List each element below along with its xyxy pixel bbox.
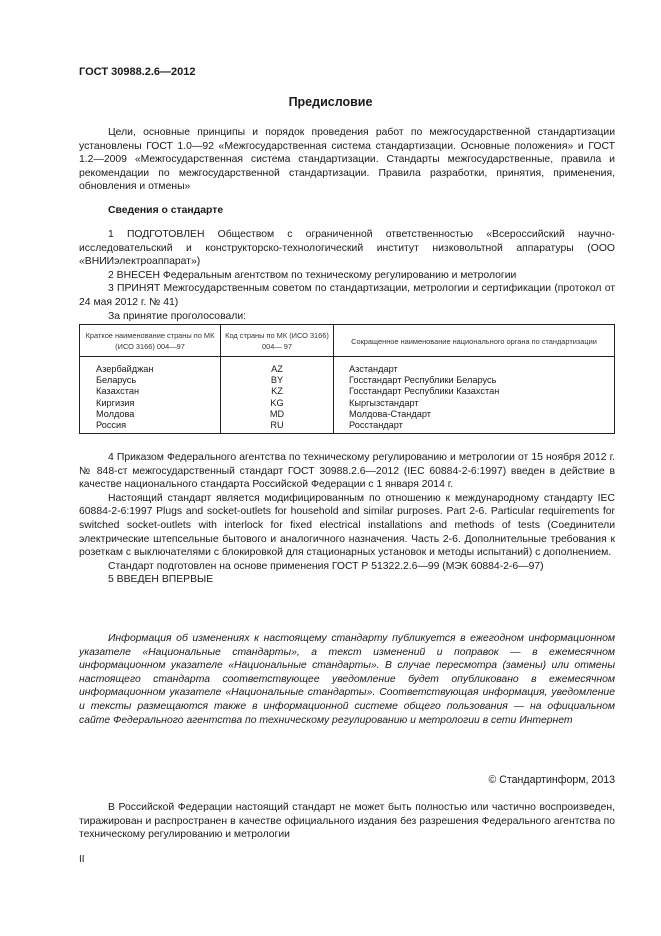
standards-body: Азстандарт (334, 357, 615, 376)
table-row (80, 398, 615, 409)
table-row (80, 375, 615, 386)
country-name: Киргизия (80, 398, 221, 409)
country-code: BY (221, 375, 334, 386)
standard-info-block (79, 228, 615, 323)
country-code: KG (221, 398, 334, 409)
basis-note: Стандарт подготовлен на основе применения ГОСТ Р 51322.2.6—99 (МЭК 60884-2-6—97) (108, 560, 544, 572)
item-1: 1 ПОДГОТОВЛЕН Обществом с ограниченной ответственностью «Всероссийский научно-исследовательский и конструкторско-технологический институт низковольтной аппаратуры (ООО «ВНИИэлектроаппарат») (79, 229, 615, 268)
country-name: Азербайджан (80, 357, 221, 376)
table-row (80, 386, 615, 397)
table-header-body: Сокращенное наименование национального органа по стандартизации (334, 325, 615, 357)
country-name: Казахстан (80, 386, 221, 397)
item-4: 4 Приказом Федерального агентства по техническому регулированию и метрологии от 15 ноября 2012 г. № 848-ст межгосударственный стандарт ГОСТ 30988.2.6—2012 (IEC 60884-2-6:1997) введен в действие в качестве национального стандарта Российской Федерации с 1 января 2014 г. (79, 452, 615, 491)
intro-paragraph: Цели, основные принципы и порядок проведения работ по межгосударственной стандартизации установлены ГОСТ 1.0—92 «Межгосударственная система стандартизации. Основные положения» и ГОСТ 1.2—2009 «Межгосударственная система стандартизации. Стандарты межгосударственные, правила и рекомендации по межгосударственной стандартизации. Правила разработки, принятия, применения, обновления и отмены» (79, 127, 615, 193)
standards-body: Росстандарт (334, 420, 615, 434)
country-code: MD (221, 409, 334, 420)
country-name: Беларусь (80, 375, 221, 386)
standards-body: Кыргызстандарт (334, 398, 615, 409)
item-3: 3 ПРИНЯТ Межгосударственным советом по стандартизации, метрологии и сертификации (протокол от 24 мая 2012 г. № 41) (79, 283, 615, 308)
table-row (80, 409, 615, 420)
document-header: ГОСТ 30988.2.6—2012 (79, 66, 196, 78)
item-5: 5 ВВЕДЕН ВПЕРВЫЕ (108, 574, 214, 586)
country-code: AZ (221, 357, 334, 376)
table-row (80, 357, 615, 376)
page-title: Предисловие (288, 95, 373, 109)
legal-note: В Российской Федерации настоящий стандарт не может быть полностью или частично воспроизведен, тиражирован и распространен в качестве официального издания без разрешения Федерального агентства по техническому регулированию и метрологии (79, 802, 615, 841)
item-2: 2 ВНЕСЕН Федеральным агентством по техническому регулированию и метрологии (108, 269, 517, 281)
standards-body: Молдова-Стандарт (334, 409, 615, 420)
standards-body: Госстандарт Республики Беларусь (334, 375, 615, 386)
voting-countries-table (79, 324, 615, 434)
table-header-row (80, 325, 615, 357)
table-header-country: Краткое наименование страны по МК (ИСО 3166) 004—97 (80, 325, 221, 357)
table-header-code: Код страны по МК (ИСО 3166) 004— 97 (221, 325, 334, 357)
page-number: II (79, 854, 85, 865)
adoption-block (79, 451, 615, 587)
country-name: Россия (80, 420, 221, 434)
section-heading: Сведения о стандарте (108, 205, 224, 216)
section-heading-block (79, 204, 615, 218)
country-code: RU (221, 420, 334, 434)
table-row (80, 420, 615, 434)
country-name: Молдова (80, 409, 221, 420)
country-code: KZ (221, 386, 334, 397)
legal-block (79, 801, 615, 842)
intro-block (79, 126, 615, 194)
copyright: © Стандартинформ, 2013 (488, 774, 615, 786)
modified-note: Настоящий стандарт является модифицированным по отношению к международному стандарту IEC 60884-2-6:1997 Plugs and socket-outlets for household and similar purposes. Part 2-6. Particular requirements for switched socket-outlets with interlock for fixed electrical installations and methods of tests (Соединители электрические штепсельные бытового и аналогичного назначения. Часть 2-6. Дополнительные требования к розеткам с выключателями с блокировкой для стационарных установок и методы испытаний) с дополнением. (79, 492, 615, 559)
vote-intro: За принятие проголосовали: (108, 310, 247, 322)
standards-body: Госстандарт Республики Казахстан (334, 386, 615, 397)
info-block (79, 632, 615, 727)
changes-info-note: Информация об изменениях к настоящему стандарту публикуется в ежегодном информационном указателе «Национальные стандарты», а текст изменений и поправок — в ежемесячном информационном указателе «Национальные стандарты». В случае пересмотра (замены) или отмены настоящего стандарта соответствующее уведомление будет опубликовано в ежемесячном информационном указателе «Национальные стандарты». Соответствующая информация, уведомление и тексты размещаются также в информационной системе общего пользования — на официальном сайте Федерального агентства по техническому регулированию и метрологии в сети Интернет (79, 633, 615, 726)
